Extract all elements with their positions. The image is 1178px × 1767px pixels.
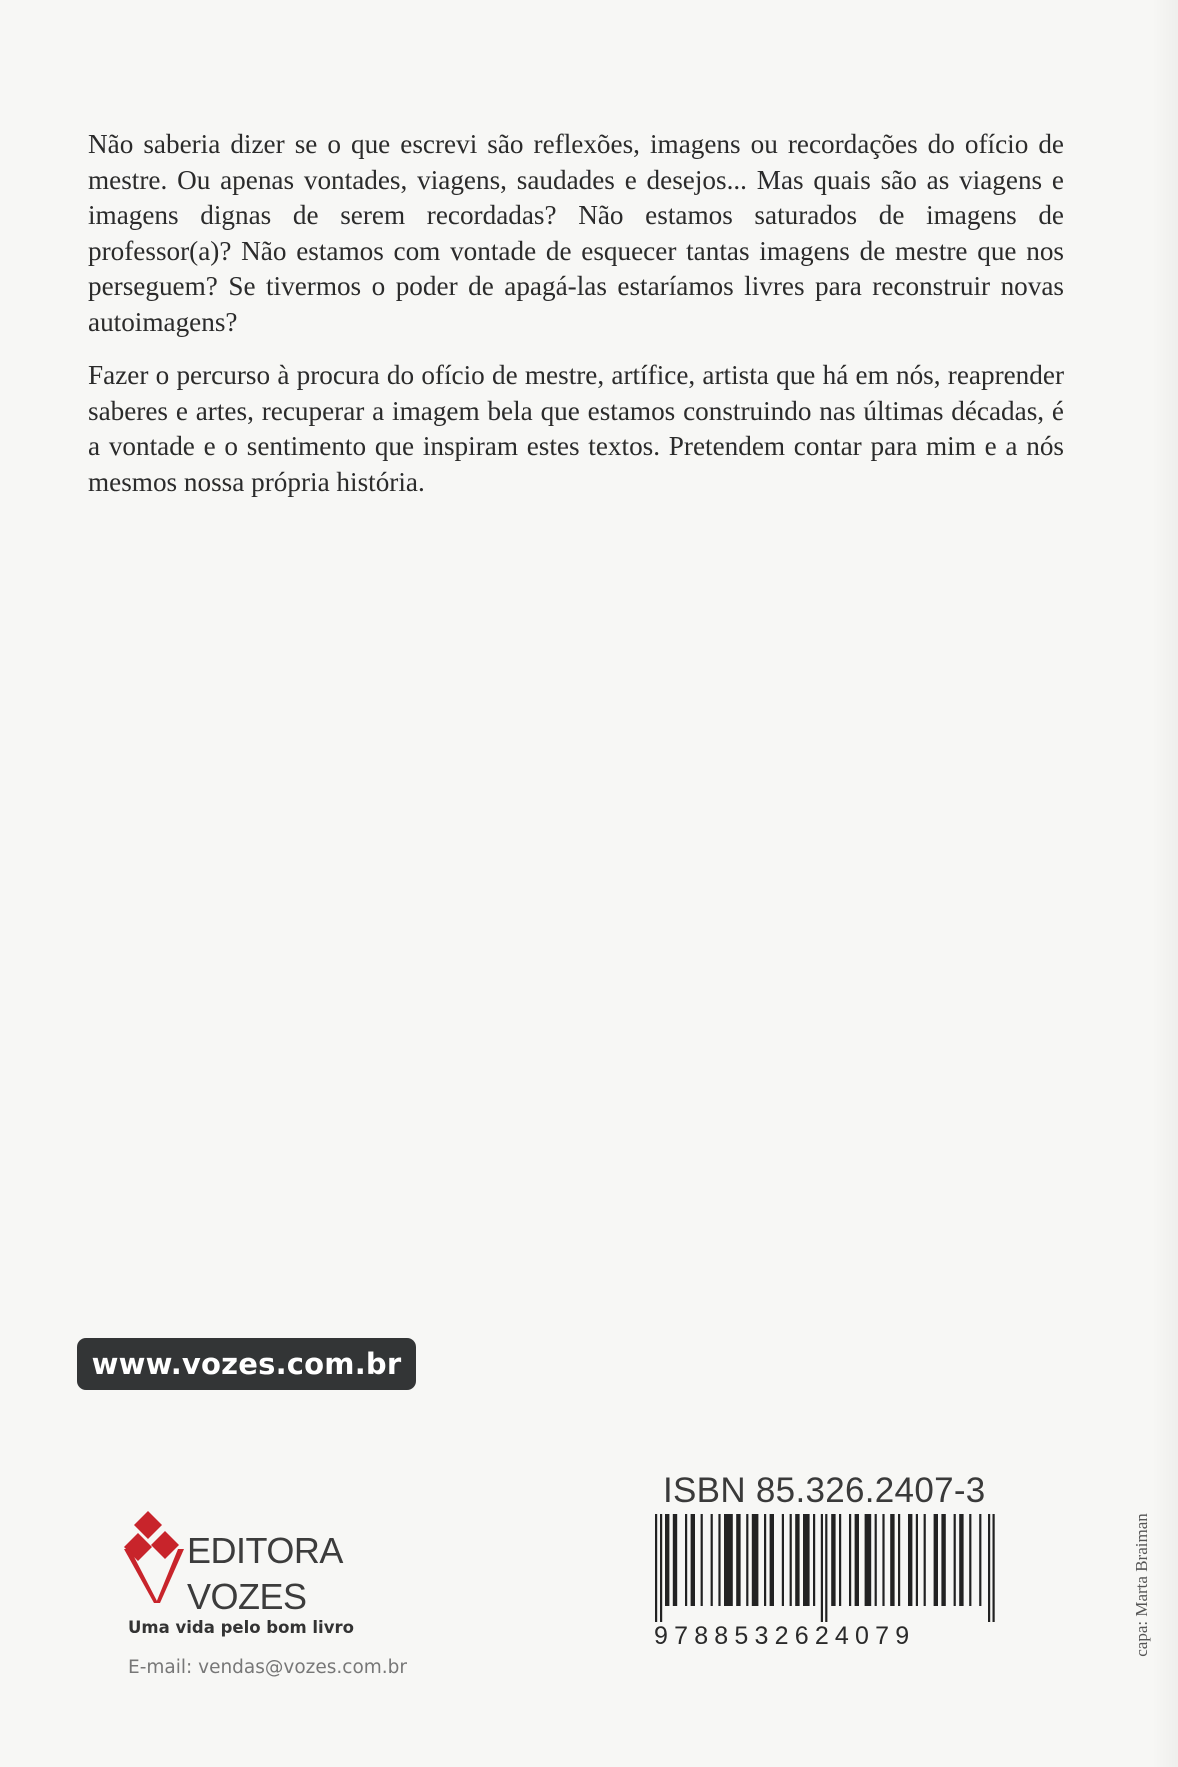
barcode-bar <box>782 1514 784 1606</box>
barcode-digits: 9788532624079 <box>654 1622 916 1650</box>
barcode-guard-bar <box>988 1514 990 1622</box>
publisher-email[interactable]: E-mail: vendas@vozes.com.br <box>128 1657 408 1678</box>
barcode-bar <box>711 1514 713 1606</box>
blurb-paragraph-1: Não saberia dizer se o que escrevi são reflexões, imagens ou recordações do ofício de mestre. Ou apenas vontades, viagens, saudades e desejos... Mas quais são as viagens e imagens dignas de serem recordadas? Não estamos saturados de imagens de professor(a)? Não estamos com vontade de esquecer tantas imagens de mestre que nos perseguem? Se tivermos o poder de apagá-las estaríamos livres para reconstruir novas autoimagens? <box>88 129 1064 337</box>
barcode-bar <box>882 1514 884 1606</box>
barcode-bar <box>685 1514 687 1606</box>
barcode-bar <box>701 1514 703 1606</box>
website-badge[interactable]: www.vozes.com.br <box>77 1338 416 1390</box>
barcode-bar <box>875 1514 877 1606</box>
barcode-bar <box>736 1514 740 1606</box>
barcode-guard-bar <box>825 1514 827 1622</box>
cover-credit-text: capa: Marta Braiman <box>1132 1513 1151 1657</box>
barcode-bar <box>718 1514 720 1606</box>
barcode-bar <box>969 1514 971 1606</box>
barcode-bar <box>839 1514 841 1606</box>
blurb-paragraph-2: Fazer o percurso à procura do ofício de mestre, artífice, artista que há em nós, reaprender saberes e artes, recuperar a imagem bela que estamos construindo nas últimas décadas, é a vontade e o sentimento que inspiram estes textos. Pretendem contar para mim e a nós mesmos nossa própria história. <box>88 360 1064 497</box>
barcode-bar <box>849 1514 851 1606</box>
barcode-bar <box>855 1514 859 1606</box>
barcode-bar <box>665 1514 669 1606</box>
barcode-bar <box>898 1514 900 1606</box>
barcode-bar <box>752 1514 759 1606</box>
barcode-guard-bar <box>660 1514 662 1622</box>
ean13-barcode-icon <box>655 1514 995 1622</box>
barcode-bar <box>795 1514 799 1606</box>
cover-credit <box>1127 1490 1157 1680</box>
vozes-diamond-logo-icon <box>124 1511 184 1606</box>
barcode-guard-bar <box>821 1514 823 1622</box>
publisher-slogan: Uma vida pelo bom livro <box>128 1618 354 1637</box>
barcode-bar <box>979 1514 981 1606</box>
barcode-bar <box>934 1514 938 1606</box>
barcode-bar <box>746 1514 748 1606</box>
barcode-bar <box>724 1514 733 1606</box>
barcode-bar <box>954 1514 956 1606</box>
barcode-guard-bar <box>993 1514 995 1622</box>
barcode-bar <box>865 1514 872 1606</box>
barcode-bar <box>941 1514 945 1606</box>
barcode-bar <box>831 1514 835 1606</box>
publisher-name-line2: VOZES <box>187 1576 307 1617</box>
barcode-bar <box>770 1514 774 1606</box>
barcode-bar <box>803 1514 810 1606</box>
barcode-guard-bar <box>655 1514 657 1622</box>
barcode-bar <box>959 1514 963 1606</box>
publisher-name-line1: EDITORA <box>187 1530 343 1571</box>
barcode-bar <box>764 1514 766 1606</box>
barcode-bar <box>924 1514 926 1606</box>
barcode-bar <box>908 1514 912 1606</box>
barcode-bar <box>673 1514 677 1606</box>
barcode-bar <box>890 1514 894 1606</box>
barcode-bar <box>813 1514 815 1606</box>
back-cover-blurb <box>88 127 1064 518</box>
barcode-bar <box>916 1514 918 1606</box>
barcode-bar <box>790 1514 792 1606</box>
barcode-bar <box>691 1514 695 1606</box>
isbn-label: ISBN 85.326.2407-3 <box>663 1471 986 1510</box>
